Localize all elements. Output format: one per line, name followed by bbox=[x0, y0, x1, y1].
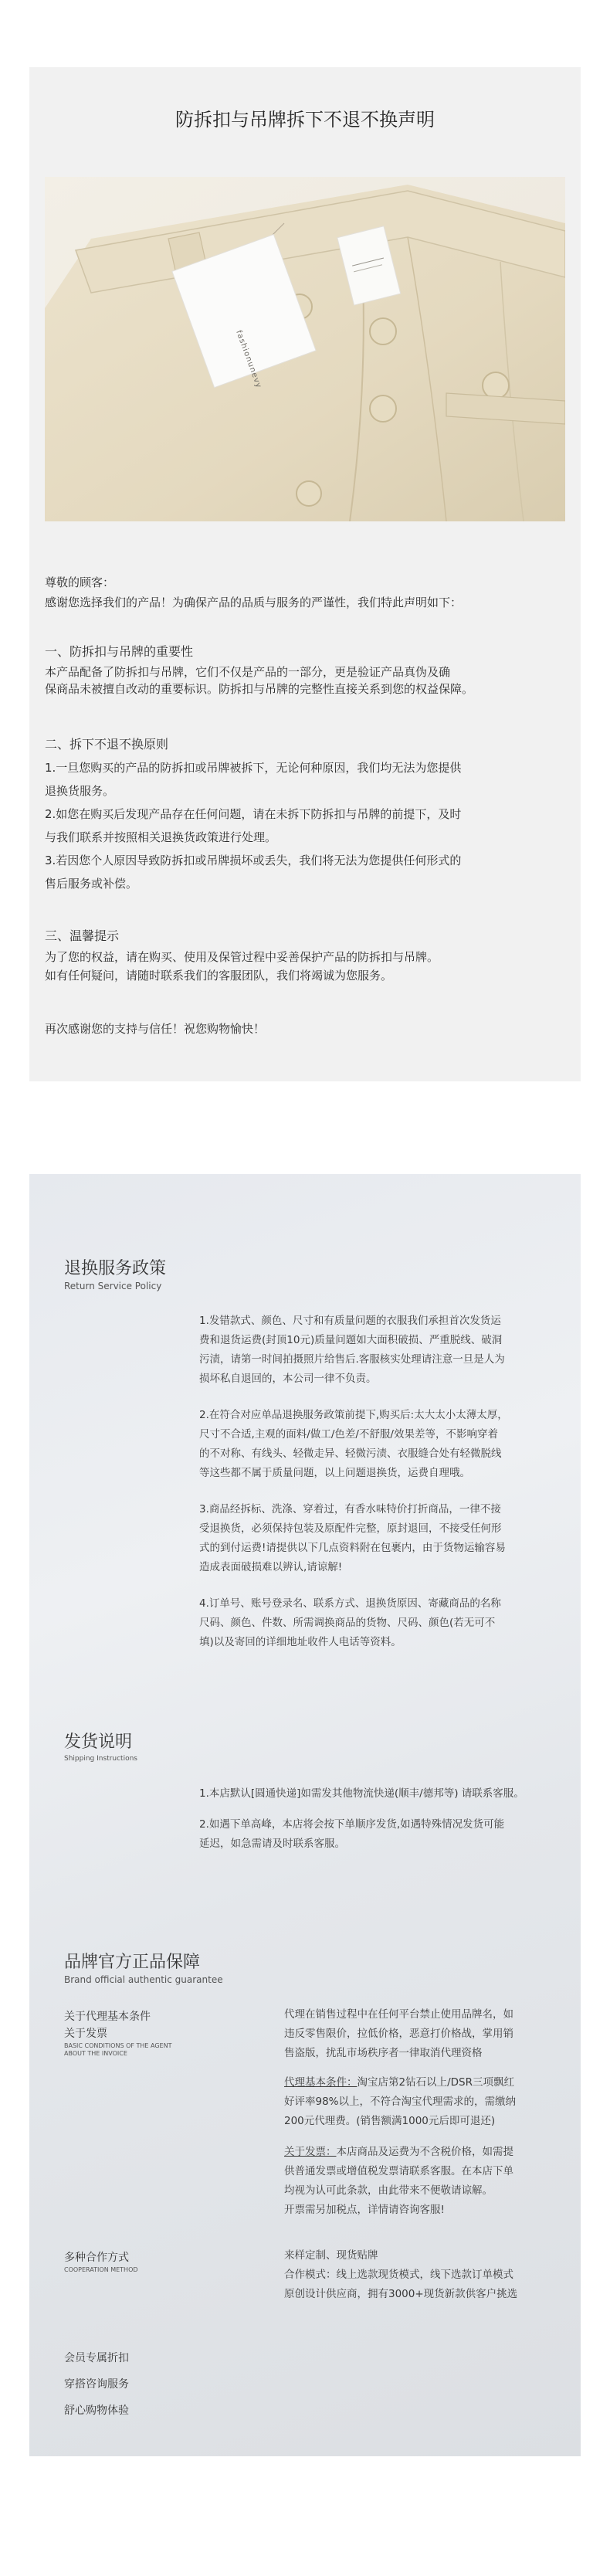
section-2-line: 退换货服务。 bbox=[45, 784, 115, 798]
product-photo bbox=[45, 177, 565, 521]
shipping-title: 发货说明 bbox=[64, 1733, 133, 1752]
intro: 感谢您选择我们的产品！为确保产品的品质与服务的严谨性，我们特此声明如下： bbox=[45, 596, 463, 609]
brand-line: 均视为认可此条款，由此带来不便敬请谅解。 bbox=[284, 2184, 493, 2197]
section-2-line: 3.若因您个人原因导致防拆扣或吊牌损坏或丢失，我们将无法为您提供任何形式的 bbox=[45, 854, 462, 867]
brand-paragraph-2 bbox=[284, 2073, 562, 2131]
service-item: 舒心购物体验 bbox=[64, 2405, 129, 2417]
return-line: 损坏私自退回的，本公司一律不负责。 bbox=[199, 1373, 377, 1385]
invoice-small-label: ABOUT THE INVOICE bbox=[64, 2050, 127, 2057]
section-2-line: 1.一旦您购买的产品的防拆扣或吊牌被拆下，无论何种原因，我们均无法为您提供 bbox=[45, 761, 462, 775]
section-3 bbox=[45, 925, 565, 985]
return-paragraph bbox=[199, 1594, 562, 1652]
tag-brand-text: fashionunevy bbox=[234, 329, 263, 390]
coop-line: 原创设计供应商，拥有3000+现货新款供客户挑选 bbox=[284, 2288, 518, 2300]
coop-small-label: COOPERATION METHOD bbox=[64, 2266, 138, 2273]
brand-line: 200元代理费。(销售额满1000元后即可退还) bbox=[284, 2115, 496, 2127]
return-line: 污渍，请第一时间拍摄照片给售后.客服核实处理请注意一旦是人为 bbox=[199, 1353, 505, 1366]
section-2-line: 与我们联系并按照相关退换货政策进行处理。 bbox=[45, 830, 277, 844]
shipping-line: 1.本店默认[圆通快递]如需发其他物流快递(顺丰/德邦等) 请联系客服。 bbox=[199, 1787, 524, 1800]
shipping-line: 2.如遇下单高峰，本店将会按下单顺序发货,如遇特殊情况发货可能 bbox=[199, 1818, 505, 1831]
service-item: 会员专属折扣 bbox=[64, 2352, 129, 2364]
return-paragraph bbox=[199, 1406, 562, 1483]
section-1-heading: 一、防拆扣与吊牌的重要性 bbox=[45, 644, 194, 659]
closing: 再次感谢您的支持与信任！祝您购物愉快！ bbox=[45, 1022, 266, 1036]
section-2-heading: 二、拆下不退不换原则 bbox=[45, 737, 169, 752]
invoice-title: 关于发票 bbox=[64, 2028, 107, 2040]
section-2 bbox=[45, 733, 565, 895]
notice-title: 防拆扣与吊牌拆下不退不换声明 bbox=[175, 109, 435, 131]
brand-line: 代理在销售过程中在任何平台禁止使用品牌名，如 bbox=[284, 2008, 513, 2021]
policy-panel bbox=[29, 1174, 581, 2456]
brand-line: 开票需另加税点，详情请咨询客服! bbox=[284, 2204, 445, 2216]
return-line: 填)以及寄回的详细地址收件人电话等资料。 bbox=[199, 1636, 402, 1648]
brand-title: 品牌官方正品保障 bbox=[64, 1953, 201, 1972]
section-1-line: 本产品配备了防拆扣与吊牌，它们不仅是产品的一部分，更是验证产品真伪及确 bbox=[45, 665, 451, 679]
return-line: 式的到付运费!请提供以下几点资料附在包裹内，由于货物运输容易 bbox=[199, 1542, 506, 1554]
return-paragraph bbox=[199, 1500, 562, 1577]
return-line: 费和退货运费(封顶10元)质量问题如大面积破损、严重脱线、破洞 bbox=[199, 1334, 503, 1346]
shipping-line: 延迟，如急需请及时联系客服。 bbox=[199, 1838, 345, 1850]
section-3-line: 如有任何疑问，请随时联系我们的客服团队，我们将竭诚为您服务。 bbox=[45, 969, 393, 983]
agent-title: 关于代理基本条件 bbox=[64, 2011, 151, 2023]
shipping-paragraph bbox=[199, 1784, 562, 1804]
return-line: 4.订单号、账号登录名、联系方式、退换货原因、寄藏商品的名称 bbox=[199, 1597, 501, 1610]
brand-line: 好评率98%以上，不符合淘宝代理需求的，需缴纳 bbox=[284, 2096, 517, 2108]
brand-line: 违反零售限价，拉低价格，恶意打价格战，掌用销 bbox=[284, 2028, 513, 2040]
agent-conditions-label: 代理基本条件： bbox=[284, 2076, 358, 2089]
shipping-paragraph bbox=[199, 1815, 562, 1854]
return-line: 的不对称、有线头、轻微走异、轻微污渍、衣服缝合处有轻微脱线 bbox=[199, 1448, 502, 1460]
greeting-block bbox=[45, 571, 565, 611]
brand-line: 售盗版，扰乱市场秩序者一律取消代理资格 bbox=[284, 2047, 483, 2059]
section-1 bbox=[45, 640, 565, 697]
coop-line: 来样定制、现货贴牌 bbox=[284, 2249, 378, 2262]
brand-paragraph-1 bbox=[284, 2005, 562, 2063]
brand-line: 淘宝店第2钻石以上/DSR三项飘红 bbox=[357, 2076, 514, 2089]
return-line: 1.发错款式、颜色、尺寸和有质量问题的衣服我们承担首次发货运 bbox=[199, 1315, 501, 1327]
invoice-label: 关于发票： bbox=[284, 2146, 337, 2158]
return-subtitle: Return Service Policy bbox=[64, 1281, 162, 1291]
skirt-illustration bbox=[45, 177, 565, 521]
section-3-line: 为了您的权益，请在购买、使用及保管过程中妥善保护产品的防拆扣与吊牌。 bbox=[45, 950, 439, 964]
coop-paragraph bbox=[284, 2246, 562, 2304]
return-line: 尺寸不合适,主观的面料/做工/色差/不舒服/效果差等，不影响穿着 bbox=[199, 1428, 498, 1441]
section-2-line: 2.如您在购买后发现产品存在任何问题，请在未拆下防拆扣与吊牌的前提下，及时 bbox=[45, 807, 462, 821]
coop-line: 合作模式：线上选款现货模式，线下选款订单模式 bbox=[284, 2269, 513, 2281]
service-item: 穿搭咨询服务 bbox=[64, 2378, 129, 2391]
section-2-line: 售后服务或补偿。 bbox=[45, 877, 138, 891]
return-line: 2.在符合对应单品退换服务政策前提下,购买后:太大太小太薄太厚， bbox=[199, 1409, 508, 1421]
return-line: 等这些都不属于质量问题，以上问题退换货，运费自理哦。 bbox=[199, 1467, 470, 1479]
return-line: 3.商品经拆标、洗涤、穿着过，有香水味特价打折商品，一律不接 bbox=[199, 1503, 501, 1515]
brand-subtitle: Brand official authentic guarantee bbox=[64, 1974, 223, 1985]
brand-line: 供普通发票或增值税发票请联系客服。在本店下单 bbox=[284, 2165, 513, 2177]
agent-small-label: BASIC CONDITIONS OF THE AGENT bbox=[64, 2042, 172, 2049]
return-title: 退换服务政策 bbox=[64, 1259, 167, 1278]
section-3-heading: 三、温馨提示 bbox=[45, 928, 120, 943]
return-line: 造成表面破损难以辨认,请谅解! bbox=[199, 1561, 343, 1573]
return-line: 尺码、颜色、件数、所需调换商品的货物、尺码、颜色(若无可不 bbox=[199, 1617, 496, 1629]
brand-line: 本店商品及运费为不含税价格，如需提 bbox=[336, 2146, 513, 2158]
return-paragraph bbox=[199, 1312, 562, 1389]
coop-title: 多种合作方式 bbox=[64, 2252, 129, 2264]
brand-paragraph-3 bbox=[284, 2143, 562, 2220]
greeting: 尊敬的顾客： bbox=[45, 575, 115, 589]
notice-panel bbox=[29, 67, 581, 1081]
shipping-subtitle: Shipping Instructions bbox=[64, 1755, 137, 1763]
section-1-line: 保商品未被擅自改动的重要标识。防拆扣与吊牌的完整性直接关系到您的权益保障。 bbox=[45, 682, 474, 696]
return-line: 受退换货，必须保持包装及原配件完整，原封退回，不接受任何形 bbox=[199, 1522, 502, 1535]
